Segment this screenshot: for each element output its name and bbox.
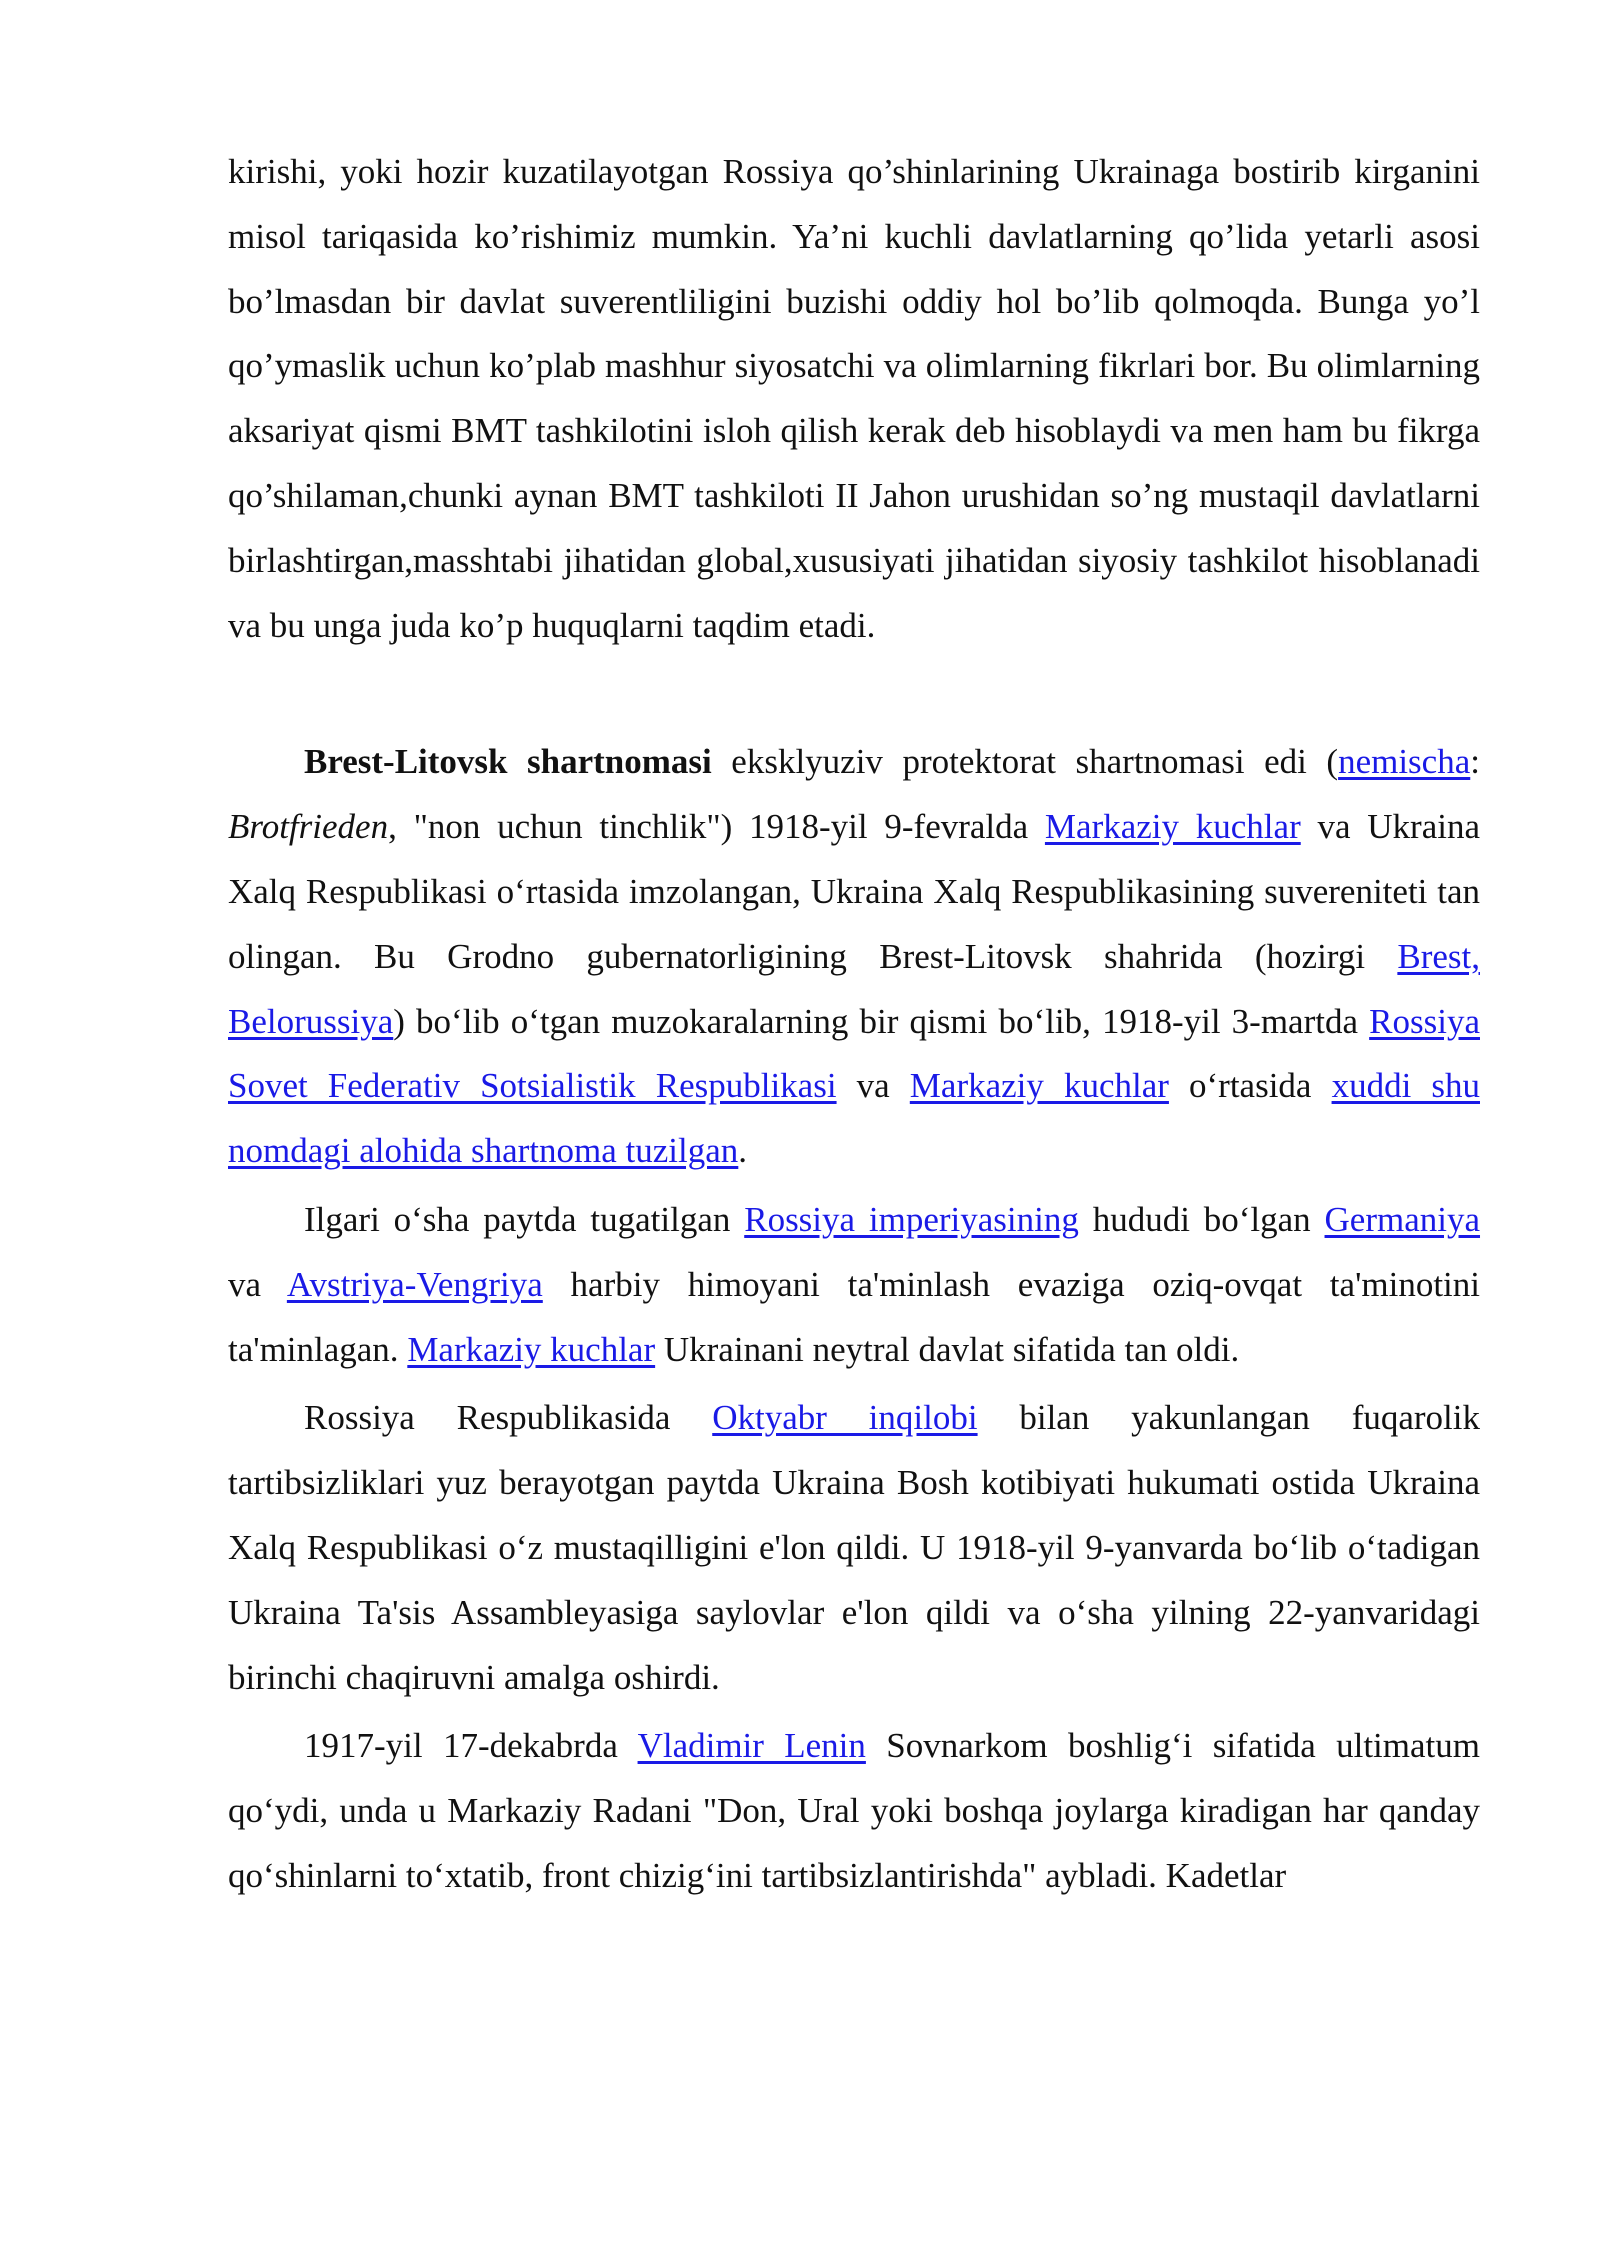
link-germaniya[interactable]: Germaniya <box>1324 1199 1481 1239</box>
text-run: bilan yakunlangan fuqarolik tartibsizliklari yuz berayotgan paytda Ukraina Bosh kotibiyati hukumati ostida Ukraina Xalq Respublikasi oʻz mustaqilligini e'lon qildi. U 1918-yil 9-yanvarda boʻlib oʻtadigan Ukraina Ta'sis Assambleyasiga saylovlar e'lon qildi va oʻsha yilning 22-yanvaridagi birinchi chaqiruvni amalga oshirdi. <box>228 1398 1480 1697</box>
text-run: Sovnarkom boshligʻi sifatida ultimatum qoʻydi, unda u Markaziy Radani "Don, Ural yoki boshqa joylarga kiradigan har qanday qoʻshinlarni toʻxtatib, front chizigʻini tartibsizlantirishda" aybladi. Kadetlar <box>228 1726 1480 1895</box>
term-brotfrieden: Brotfrieden <box>228 807 389 847</box>
paragraph-lenin-ultimatum <box>228 1714 1480 1908</box>
text-run: oʻrtasida <box>1168 1066 1332 1106</box>
link-vladimir-lenin[interactable]: Vladimir Lenin <box>637 1726 866 1766</box>
link-rsfsr[interactable]: Rossiya Sovet Federativ Sotsialistik Respublikasi <box>228 1001 1480 1106</box>
link-markaziy-kuchlar[interactable]: Markaziy kuchlar <box>909 1066 1169 1106</box>
text-run: Ukrainani neytral davlat sifatida tan oldi. <box>655 1329 1240 1369</box>
text-run: va <box>836 1066 910 1106</box>
link-markaziy-kuchlar[interactable]: Markaziy kuchlar <box>1044 807 1301 847</box>
link-oktyabr-inqilobi[interactable]: Oktyabr inqilobi <box>712 1398 978 1438</box>
link-rossiya-imperiyasi[interactable]: Rossiya imperiyasining <box>744 1199 1079 1239</box>
link-markaziy-kuchlar[interactable]: Markaziy kuchlar <box>407 1329 656 1369</box>
paragraph-brest-litovsk <box>228 730 1480 1184</box>
link-separate-treaty[interactable]: xuddi shu nomdagi alohida shartnoma tuzilgan <box>228 1066 1480 1171</box>
text-run: harbiy himoyani ta'minlash evaziga oziq-ovqat ta'minotini ta'minlagan. <box>228 1264 1480 1369</box>
paragraph-food-supply <box>228 1188 1480 1382</box>
text-run: eksklyuziv protektorat shartnomasi edi ( <box>711 742 1339 782</box>
text-run: Rossiya Respublikasida <box>304 1398 713 1438</box>
text-run: va Ukraina Xalq Respublikasi oʻrtasida imzolangan, Ukraina Xalq Respublikasining suvereniteti tan olingan. Bu Grodno gubernatorligining Brest-Litovsk shahrida (hozirgi <box>228 807 1480 976</box>
link-brest-belorussiya[interactable]: Brest, Belorussiya <box>228 936 1480 1041</box>
document-page <box>228 140 1480 1909</box>
text-run: , "non uchun tinchlik") 1918-yil 9-fevralda <box>388 807 1045 847</box>
text-run: . <box>738 1131 748 1171</box>
paragraph-independence <box>228 1386 1480 1710</box>
link-nemischa[interactable]: nemischa <box>1338 742 1471 782</box>
text-run: : <box>1470 742 1480 782</box>
paragraph-intro: kirishi, yoki hozir kuzatilayotgan Rossiya qo’shinlarining Ukrainaga bostirib kirganini misol tariqasida ko’rishimiz mumkin. Ya’ni kuchli davlatlarning qo’lida yetarli asosi bo’lmasdan bir davlat suverentliligini buzishi oddiy hol bo’lib qolmoqda. Bunga yo’l qo’ymaslik uchun ko’plab mashhur siyosatchi va olimlarning fikrlari bor. Bu olimlarning aksariyat qismi BMT tashkilotini isloh qilish kerak deb hisoblaydi va men ham bu fikrga qo’shilaman,chunki aynan BMT tashkiloti II Jahon urushidan so’ng mustaqil davlatlarni birlashtirgan,masshtabi jihatidan global,xususiyati jihatidan siyosiy tashkilot hisoblanadi va bu unga juda ko’p huquqlarni taqdim etadi. <box>228 152 1480 645</box>
text-run: 1917-yil 17-dekabrda <box>304 1726 638 1766</box>
text-run: Ilgari oʻsha paytda tugatilgan <box>304 1199 745 1239</box>
term-brest-litovsk: Brest-Litovsk shartnomasi <box>304 742 712 782</box>
link-avstriya-vengriya[interactable]: Avstriya-Vengriya <box>286 1264 543 1304</box>
text-run: va <box>228 1264 287 1304</box>
text-run: ) boʻlib oʻtgan muzokaralarning bir qismi boʻlib, 1918-yil 3-martda <box>393 1001 1370 1041</box>
text-run: hududi boʻlgan <box>1078 1199 1325 1239</box>
